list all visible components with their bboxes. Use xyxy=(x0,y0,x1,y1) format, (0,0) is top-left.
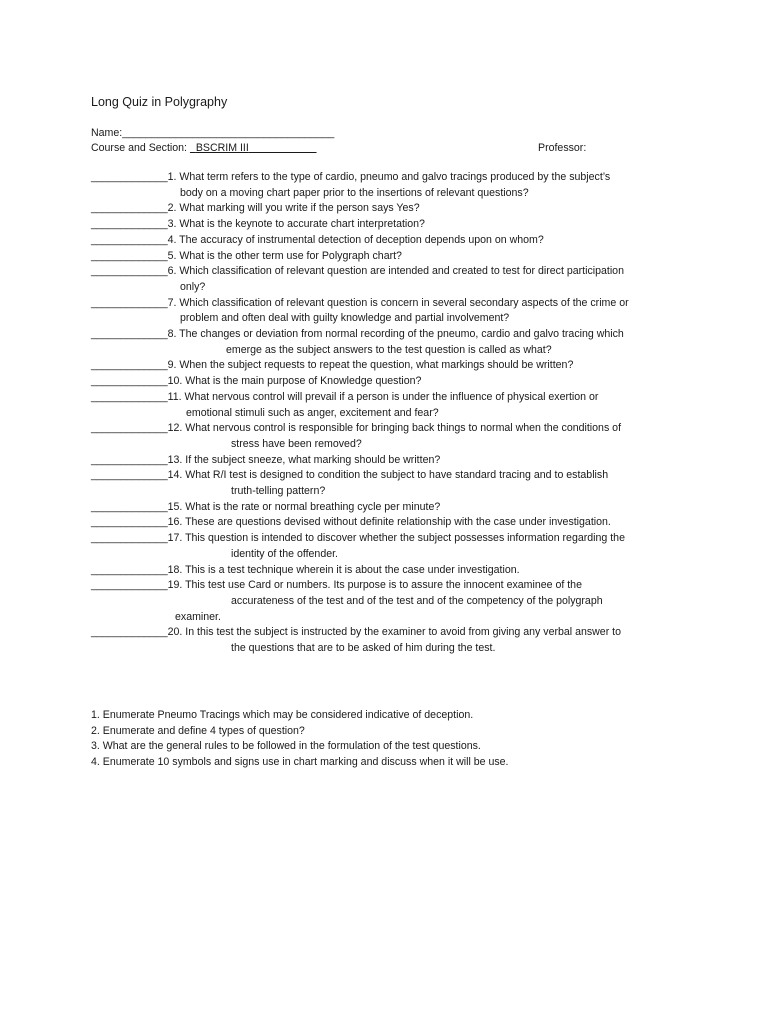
question-continuation xyxy=(91,280,691,296)
question-line: body on a moving chart paper prior to the insertions of relevant questions? xyxy=(180,186,529,199)
question-line: 11. What nervous control will prevail if a person is under the influence of physical exertion or xyxy=(167,390,599,403)
question-item xyxy=(91,249,691,265)
answer-blank: _____________ xyxy=(91,171,168,183)
question-list xyxy=(91,170,691,657)
question-text xyxy=(91,358,691,374)
question-text xyxy=(91,453,691,469)
question-line: the questions that are to be asked of him during the test. xyxy=(231,642,496,655)
answer-blank: _____________ xyxy=(91,265,168,278)
question-item xyxy=(91,327,691,358)
question-text xyxy=(91,233,691,249)
enumeration-item: 4. Enumerate 10 symbols and signs use in chart marking and discuss when it will be use. xyxy=(91,756,509,769)
question-line: only? xyxy=(180,280,206,293)
question-line: 5. What is the other term use for Polygraph chart? xyxy=(167,249,402,262)
question-line: emotional stimuli such as anger, excitement and fear? xyxy=(186,406,439,419)
answer-blank: _____________ xyxy=(91,532,168,545)
answer-blank: _____________ xyxy=(91,422,168,435)
question-line: 2. What marking will you write if the person says Yes? xyxy=(167,202,420,215)
question-item xyxy=(91,468,691,499)
question-continuation xyxy=(91,594,691,610)
answer-blank: _____________ xyxy=(91,359,168,372)
question-line: 19. This test use Card or numbers. Its purpose is to assure the innocent examinee of the xyxy=(167,579,582,592)
question-item xyxy=(91,374,691,390)
question-line: 9. When the subject requests to repeat the question, what markings should be written? xyxy=(167,359,574,372)
question-item xyxy=(91,421,691,452)
question-continuation xyxy=(91,547,691,563)
question-text xyxy=(91,264,691,280)
question-text xyxy=(91,201,691,217)
question-line: truth-telling pattern? xyxy=(231,485,326,498)
question-item xyxy=(91,233,691,249)
name-label: Name: xyxy=(91,127,123,139)
question-item xyxy=(91,390,691,421)
question-text xyxy=(91,296,691,312)
question-line: 17. This question is intended to discover whether the subject possesses information regarding the xyxy=(167,532,625,545)
question-line: 18. This is a test technique wherein it is about the case under investigation. xyxy=(167,563,520,576)
question-line: 8. The changes or deviation from normal recording of the pneumo, cardio and galvo tracing which xyxy=(167,328,624,341)
question-text xyxy=(91,374,691,390)
question-continuation xyxy=(91,484,691,500)
question-continuation xyxy=(91,311,691,327)
answer-blank: _____________ xyxy=(91,469,168,482)
name-blank: ____________________________________ xyxy=(122,127,335,139)
answer-blank: _____________ xyxy=(91,249,168,262)
question-line: identity of the offender. xyxy=(231,547,338,560)
question-item xyxy=(91,453,691,469)
enumeration-item: 2. Enumerate and define 4 types of question? xyxy=(91,724,305,737)
question-line: 1. What term refers to the type of cardio, pneumo and galvo tracings produced by the subject’s xyxy=(167,171,611,183)
question-line: stress have been removed? xyxy=(231,437,362,450)
question-item xyxy=(91,563,691,579)
course-label: Course and Section: xyxy=(91,142,187,154)
question-continuation xyxy=(91,641,691,657)
question-item xyxy=(91,264,691,295)
question-item xyxy=(91,358,691,374)
question-line: emerge as the subject answers to the test question is called as what? xyxy=(226,343,552,356)
question-line: 3. What is the keynote to accurate chart interpretation? xyxy=(167,218,425,231)
question-line: 12. What nervous control is responsible for bringing back things to normal when the conditions of xyxy=(167,422,622,435)
question-text xyxy=(91,578,691,594)
question-text xyxy=(91,625,691,641)
question-item xyxy=(91,500,691,516)
question-line: 15. What is the rate or normal breathing cycle per minute? xyxy=(167,500,441,513)
question-line: 7. Which classification of relevant question is concern in several secondary aspects of the crime or xyxy=(167,296,629,309)
answer-blank: _____________ xyxy=(91,202,168,215)
question-line: problem and often deal with guilty knowledge and partial involvement? xyxy=(180,312,510,325)
question-line: 16. These are questions devised without definite relationship with the case under investigation. xyxy=(167,516,611,529)
professor-label: Professor: xyxy=(538,142,587,154)
answer-blank: _____________ xyxy=(91,516,168,529)
question-line: 6. Which classification of relevant question are intended and created to test for direct participation xyxy=(167,265,624,278)
question-line: examiner. xyxy=(175,610,221,623)
enumeration-item: 1. Enumerate Pneumo Tracings which may be considered indicative of deception. xyxy=(91,709,474,721)
question-item xyxy=(91,625,691,656)
answer-blank: _____________ xyxy=(91,453,168,466)
question-text xyxy=(91,515,691,531)
enumeration-item: 3. What are the general rules to be followed in the formulation of the test questions. xyxy=(91,740,481,753)
answer-blank: _____________ xyxy=(91,390,168,403)
question-item xyxy=(91,296,691,327)
answer-blank: _____________ xyxy=(91,375,168,388)
question-text xyxy=(91,563,691,579)
enumeration-list xyxy=(91,708,691,771)
answer-blank: _____________ xyxy=(91,626,168,639)
question-item xyxy=(91,578,691,625)
question-text xyxy=(91,500,691,516)
question-text xyxy=(91,327,691,343)
answer-blank: _____________ xyxy=(91,579,168,592)
question-line: 13. If the subject sneeze, what marking should be written? xyxy=(167,453,441,466)
course-value: BSCRIM III xyxy=(195,142,249,154)
question-continuation xyxy=(91,406,691,422)
question-text xyxy=(91,249,691,265)
question-line: 14. What R/I test is designed to condition the subject to have standard tracing and to establish xyxy=(167,469,609,482)
question-continuation xyxy=(91,610,691,626)
question-text xyxy=(91,217,691,233)
page-title: Long Quiz in Polygraphy xyxy=(91,95,228,109)
question-item xyxy=(91,201,691,217)
question-item xyxy=(91,170,691,201)
question-line: 20. In this test the subject is instructed by the examiner to avoid from giving any verbal answer to xyxy=(167,626,621,639)
question-line: accurateness of the test and of the test and of the competency of the polygraph xyxy=(231,594,603,607)
question-line: 4. The accuracy of instrumental detection of deception depends upon on whom? xyxy=(167,233,544,246)
question-text xyxy=(91,531,691,547)
answer-blank: _____________ xyxy=(91,296,168,309)
question-continuation xyxy=(91,437,691,453)
name-field-row xyxy=(91,126,334,142)
question-item xyxy=(91,531,691,562)
question-continuation xyxy=(91,343,691,359)
question-line: 10. What is the main purpose of Knowledge question? xyxy=(167,375,422,388)
answer-blank: _____________ xyxy=(91,500,168,513)
question-item xyxy=(91,515,691,531)
question-item xyxy=(91,217,691,233)
answer-blank: _____________ xyxy=(91,563,168,576)
question-continuation xyxy=(91,186,691,202)
question-text xyxy=(91,390,691,406)
question-text xyxy=(91,421,691,437)
answer-blank: _____________ xyxy=(91,218,168,231)
question-text xyxy=(91,468,691,484)
answer-blank: _____________ xyxy=(91,233,168,246)
course-section-row xyxy=(91,141,691,157)
answer-blank: _____________ xyxy=(91,328,168,341)
question-text xyxy=(91,170,691,186)
